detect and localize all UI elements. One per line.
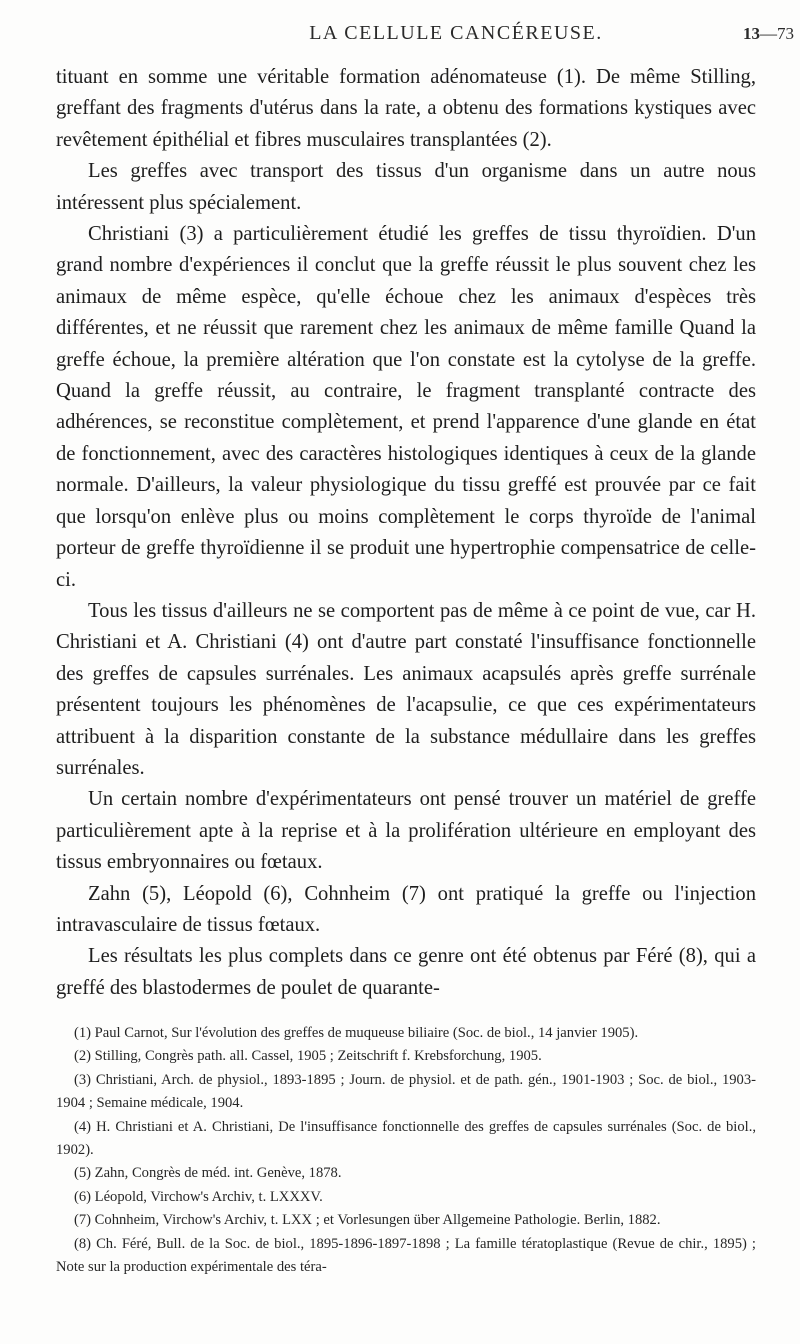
footnote-6: (6) Léopold, Virchow's Archiv, t. LXXXV. xyxy=(74,1188,323,1205)
paragraph-continued: tituant en somme une véritable formation adénomateuse (1). De même Stilling, greffant des fragments d'utérus dans la rate, a obtenu des formations kystiques avec revêtement épithélial et fibres musculaires transplantées (2). xyxy=(56,66,756,151)
page-folio xyxy=(743,24,794,44)
paragraph: Tous les tissus d'ailleurs ne se comportent pas de même à ce point de vue, car H. Christiani et A. Christiani (4) ont d'autre part constaté l'insuffisance fonctionnelle des greffes de capsules surrénales. Les animaux acapsulés après greffe surrénale présentent toujours les phénomènes de l'acapsulie, ce que ces expérimentateurs attribuent à la disparition constante de la substance médullaire dans les greffes surrénales. xyxy=(56,599,756,779)
paragraph: Christiani (3) a particulièrement étudié les greffes de tissu thyroïdien. D'un grand nombre d'expériences il conclut que la greffe réussit le plus souvent chez les animaux de même espèce, qu'elle échoue chez les animaux d'espèces très différentes, et ne réussit que rarement chez les animaux de même famille Quand la greffe échoue, la première altération que l'on constate est la cytolyse de la greffe. Quand la greffe réussit, au contraire, le fragment transplanté contracte des adhérences, se reconstitue complètement, et prend l'apparence d'une glande en état de fonctionnement, avec des caractères histologiques identiques à ceux de la glande normale. D'ailleurs, la valeur physiologique du tissu greffé est prouvée par ce fait que lorsqu'on enlève plus ou moins complètement le corps thyroïde de l'animal porteur de greffe thyroïdienne il se produit une hypertrophie compensatrice de celle-ci. xyxy=(56,223,756,591)
footnote-2: (2) Stilling, Congrès path. all. Cassel, 1905 ; Zeitschrift f. Krebsforchung, 1905. xyxy=(74,1048,542,1065)
footnote-1: (1) Paul Carnot, Sur l'évolution des greffes de muqueuse biliaire (Soc. de biol., 14 janvier 1905). xyxy=(74,1025,639,1041)
footnote-8: (8) Ch. Féré, Bull. de la Soc. de biol., 1895-1896-1897-1898 ; La famille tératoplastique (Revue de chir., 1895) ; Note sur la production expérimentale des téra- xyxy=(56,1235,756,1276)
main-text xyxy=(56,62,756,1004)
paragraph: Zahn (5), Léopold (6), Cohnheim (7) ont pratiqué la greffe ou l'injection intravasculaire de tissus fœtaux. xyxy=(56,882,756,936)
paragraph: Les résultats les plus complets dans ce genre ont été obtenus par Féré (8), qui a greffé des blastodermes de poulet de quarante- xyxy=(56,945,756,999)
footnote-4: (4) H. Christiani et A. Christiani, De l'insuffisance fonctionnelle des greffes de capsules surrénales (Soc. de biol., 1902). xyxy=(56,1118,756,1159)
running-title: LA CELLULE CANCÉREUSE. xyxy=(309,22,603,44)
running-head xyxy=(118,18,794,58)
paragraph: Les greffes avec transport des tissus d'un organisme dans un autre nous intéressent plus spécialement. xyxy=(56,160,756,214)
footnotes xyxy=(56,1022,756,1279)
paragraph: Un certain nombre d'expérimentateurs ont pensé trouver un matériel de greffe particulièrement apte à la reprise et à la prolifération ultérieure en employant des tissus embryonnaires ou fœtaux. xyxy=(56,788,756,874)
signature-mark: 13 xyxy=(743,24,760,43)
footnote-3: (3) Christiani, Arch. de physiol., 1893-1895 ; Journ. de physiol. et de path. gén., 1901-1903 ; Soc. de biol., 1903-1904 ; Semaine médicale, 1904. xyxy=(56,1071,756,1112)
footnote-7: (7) Cohnheim, Virchow's Archiv, t. LXX ; et Vorlesungen über Allgemeine Pathologie. Berlin, 1882. xyxy=(74,1212,661,1229)
folio-separator: — xyxy=(760,24,777,43)
footnote-5: (5) Zahn, Congrès de méd. int. Genève, 1878. xyxy=(74,1165,342,1182)
page-number: 73 xyxy=(777,24,794,43)
